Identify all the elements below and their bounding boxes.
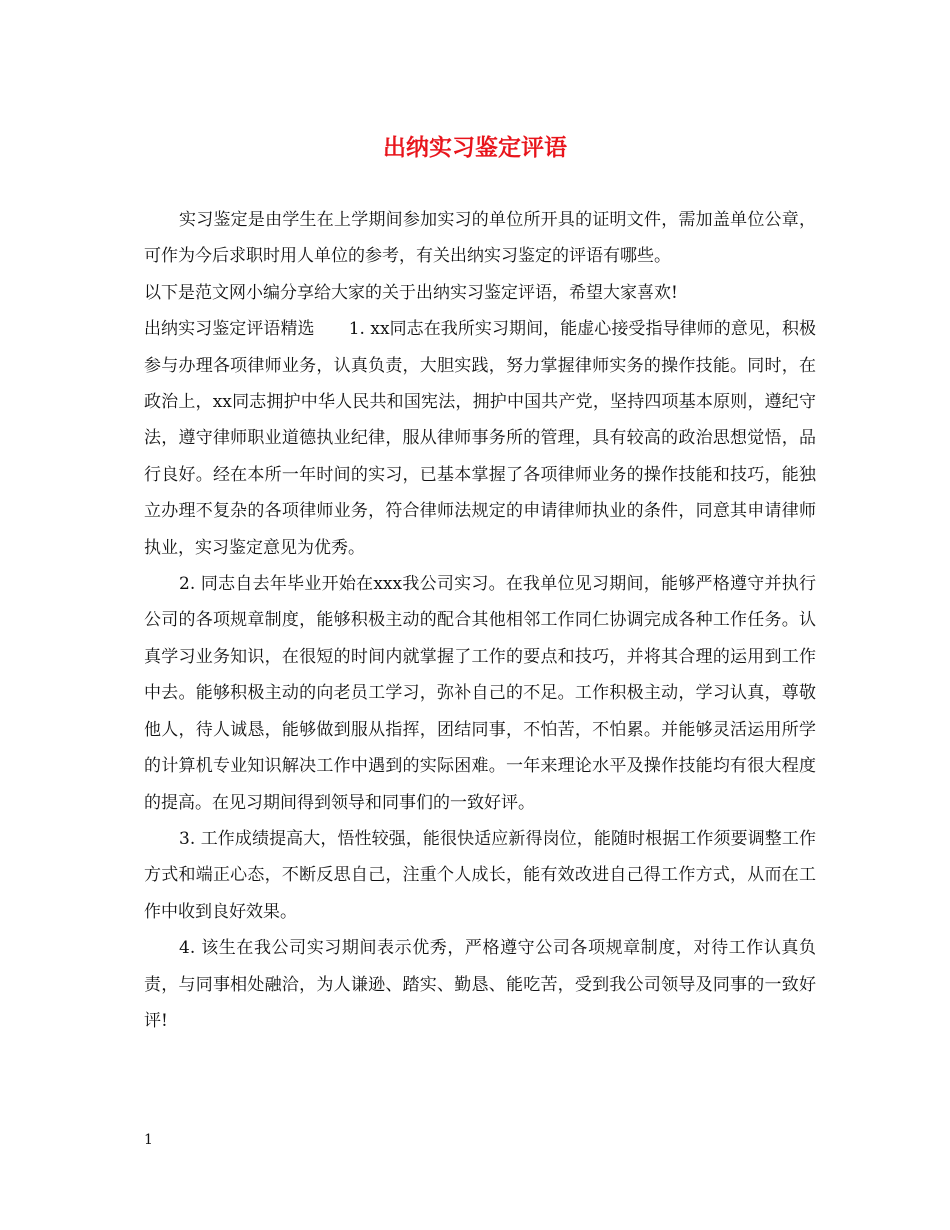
item-3-paragraph: 3. 工作成绩提高大，悟性较强，能很快适应新得岗位，能随时根据工作须要调整工作方式和端正心态，不断反思自己，注重个人成长，能有效改进自己得工作方式，从而在工作中收到良好效果。	[144, 828, 816, 922]
document-title: 出纳实习鉴定评语	[383, 135, 567, 161]
intro-tail-paragraph: 以下是范文网小编分享给大家的关于出纳实习鉴定评语，希望大家喜欢!	[144, 282, 678, 303]
item-2-paragraph: 2. 同志自去年毕业开始在xxx我公司实习。在我单位见习期间，能够严格遵守并执行公司的各项规章制度，能够积极主动的配合其他相邻工作同仁协调完成各种工作任务。认真学习业务知识，在很短的时间内就掌握了工作的要点和技巧，并将其合理的运用到工作中去。能够积极主动的向老员工学习，弥补自己的不足。工作积极主动，学习认真，尊敬他人，待人诚恳，能够做到服从指挥，团结同事，不怕苦，不怕累。并能够灵活运用所学的计算机专业知识解决工作中遇到的实际困难。一年来理论水平及操作技能均有很大程度的提高。在见习期间得到领导和同事们的一致好评。	[144, 574, 816, 813]
page-number: 1	[144, 1132, 153, 1148]
item-4-paragraph: 4. 该生在我公司实习期间表示优秀，严格遵守公司各项规章制度，对待工作认真负责，与同事相处融洽，为人谦逊、踏实、勤恳、能吃苦，受到我公司领导及同事的一致好评!	[144, 938, 816, 1031]
document-body	[144, 202, 816, 1039]
section-lead-paragraph: 出纳实习鉴定评语精选 1. xx同志在我所实习期间，能虚心接受指导律师的意见，积极参与办理各项律师业务，认真负责，大胆实践，努力掌握律师实务的操作技能。同时，在政治上，xx同志拥护中华人民共和国宪法，拥护中国共产党，坚持四项基本原则，遵纪守法，遵守律师职业道德执业纪律，服从律师事务所的管理，具有较高的政治思想觉悟，品行良好。经在本所一年时间的实习，已基本掌握了各项律师业务的操作技能和技巧，能独立办理不复杂的各项律师业务，符合律师法规定的申请律师执业的条件，同意其申请律师执业，实习鉴定意见为优秀。	[144, 319, 816, 558]
intro-paragraph: 实习鉴定是由学生在上学期间参加实习的单位所开具的证明文件，需加盖单位公章，可作为今后求职时用人单位的参考，有关出纳实习鉴定的评语有哪些。	[144, 210, 816, 267]
